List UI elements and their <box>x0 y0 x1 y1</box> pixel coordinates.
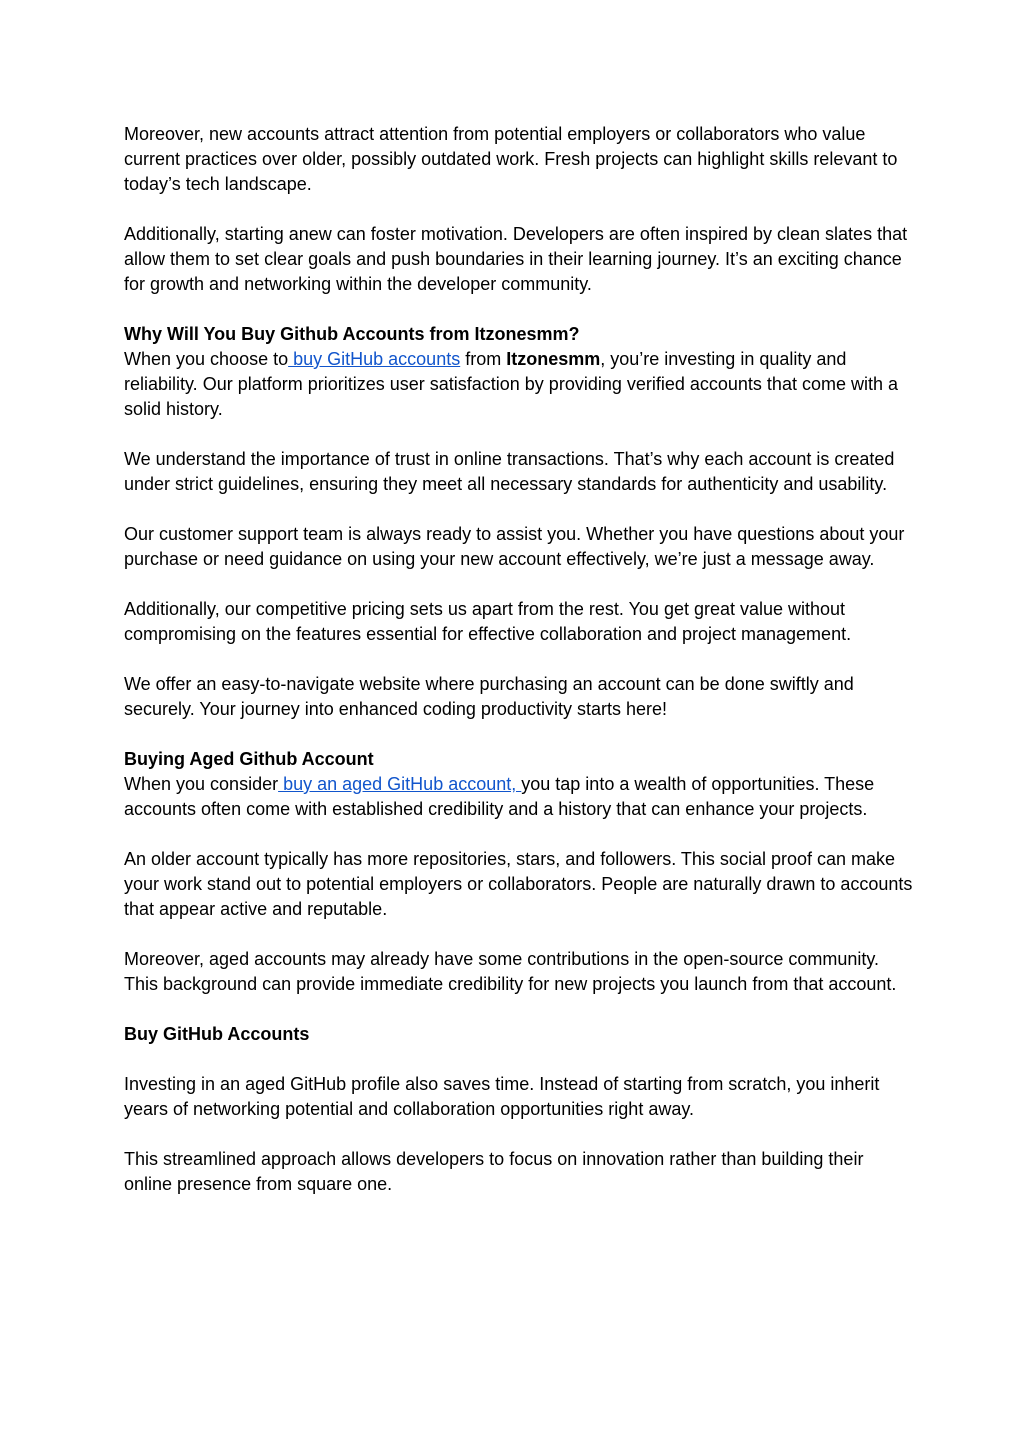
paragraph-choose-itzonesmm <box>124 347 914 422</box>
text-from: from <box>460 349 507 369</box>
document-page <box>124 122 914 1197</box>
text-consider-suffix: you tap into a wealth of opportunities. These accounts often come with established credibility and a history that can enhance your projects. <box>124 774 875 819</box>
paragraph-website: We offer an easy-to-navigate website where purchasing an account can be done swiftly and securely. Your journey into enhanced coding productivity starts here! <box>124 674 854 719</box>
paragraph-customer-support: Our customer support team is always ready to assist you. Whether you have questions about your purchase or need guidance on using your new account effectively, we’re just a message away. <box>124 524 905 569</box>
paragraph-open-source: Moreover, aged accounts may already have some contributions in the open-source community. This background can provide immediate credibility for new projects you launch from that account. <box>124 949 897 994</box>
paragraph-trust: We understand the importance of trust in online transactions. That’s why each account is created under strict guidelines, ensuring they meet all necessary standards for authenticity and usability. <box>124 449 895 494</box>
paragraph-pricing: Additionally, our competitive pricing sets us apart from the rest. You get great value without compromising on the features essential for effective collaboration and project management. <box>124 599 852 644</box>
paragraph-older-account: An older account typically has more repositories, stars, and followers. This social proof can make your work stand out to potential employers or collaborators. People are naturally drawn to accounts that appear active and reputable. <box>124 849 913 919</box>
link-buy-aged-github-account[interactable]: buy an aged GitHub account, <box>278 774 522 794</box>
paragraph-consider-aged <box>124 772 914 822</box>
heading-buy-github-accounts: Buy GitHub Accounts <box>124 1024 310 1044</box>
paragraph-saves-time: Investing in an aged GitHub profile also saves time. Instead of starting from scratch, you inherit years of networking potential and collaboration opportunities right away. <box>124 1074 880 1119</box>
heading-why-buy-from-itzonesmm: Why Will You Buy Github Accounts from Itzonesmm? <box>124 324 580 344</box>
paragraph-starting-anew: Additionally, starting anew can foster motivation. Developers are often inspired by clean slates that allow them to set clear goals and push boundaries in their learning journey. It’s an exciting chance for growth and networking within the developer community. <box>124 224 908 294</box>
paragraph-new-accounts-attention: Moreover, new accounts attract attention from potential employers or collaborators who value current practices over older, possibly outdated work. Fresh projects can highlight skills relevant to today’s tech landscape. <box>124 124 898 194</box>
brand-name: Itzonesmm <box>506 349 601 369</box>
text-choose-prefix: When you choose to <box>124 349 289 369</box>
paragraph-streamlined: This streamlined approach allows developers to focus on innovation rather than building their online presence from square one. <box>124 1149 864 1194</box>
text-consider-prefix: When you consider <box>124 774 279 794</box>
text-choose-suffix: , you’re investing in quality and reliability. Our platform prioritizes user satisfaction by providing verified accounts that come with a solid history. <box>124 349 898 419</box>
link-buy-github-accounts[interactable]: buy GitHub accounts <box>288 349 461 369</box>
heading-buying-aged-account: Buying Aged Github Account <box>124 749 374 769</box>
